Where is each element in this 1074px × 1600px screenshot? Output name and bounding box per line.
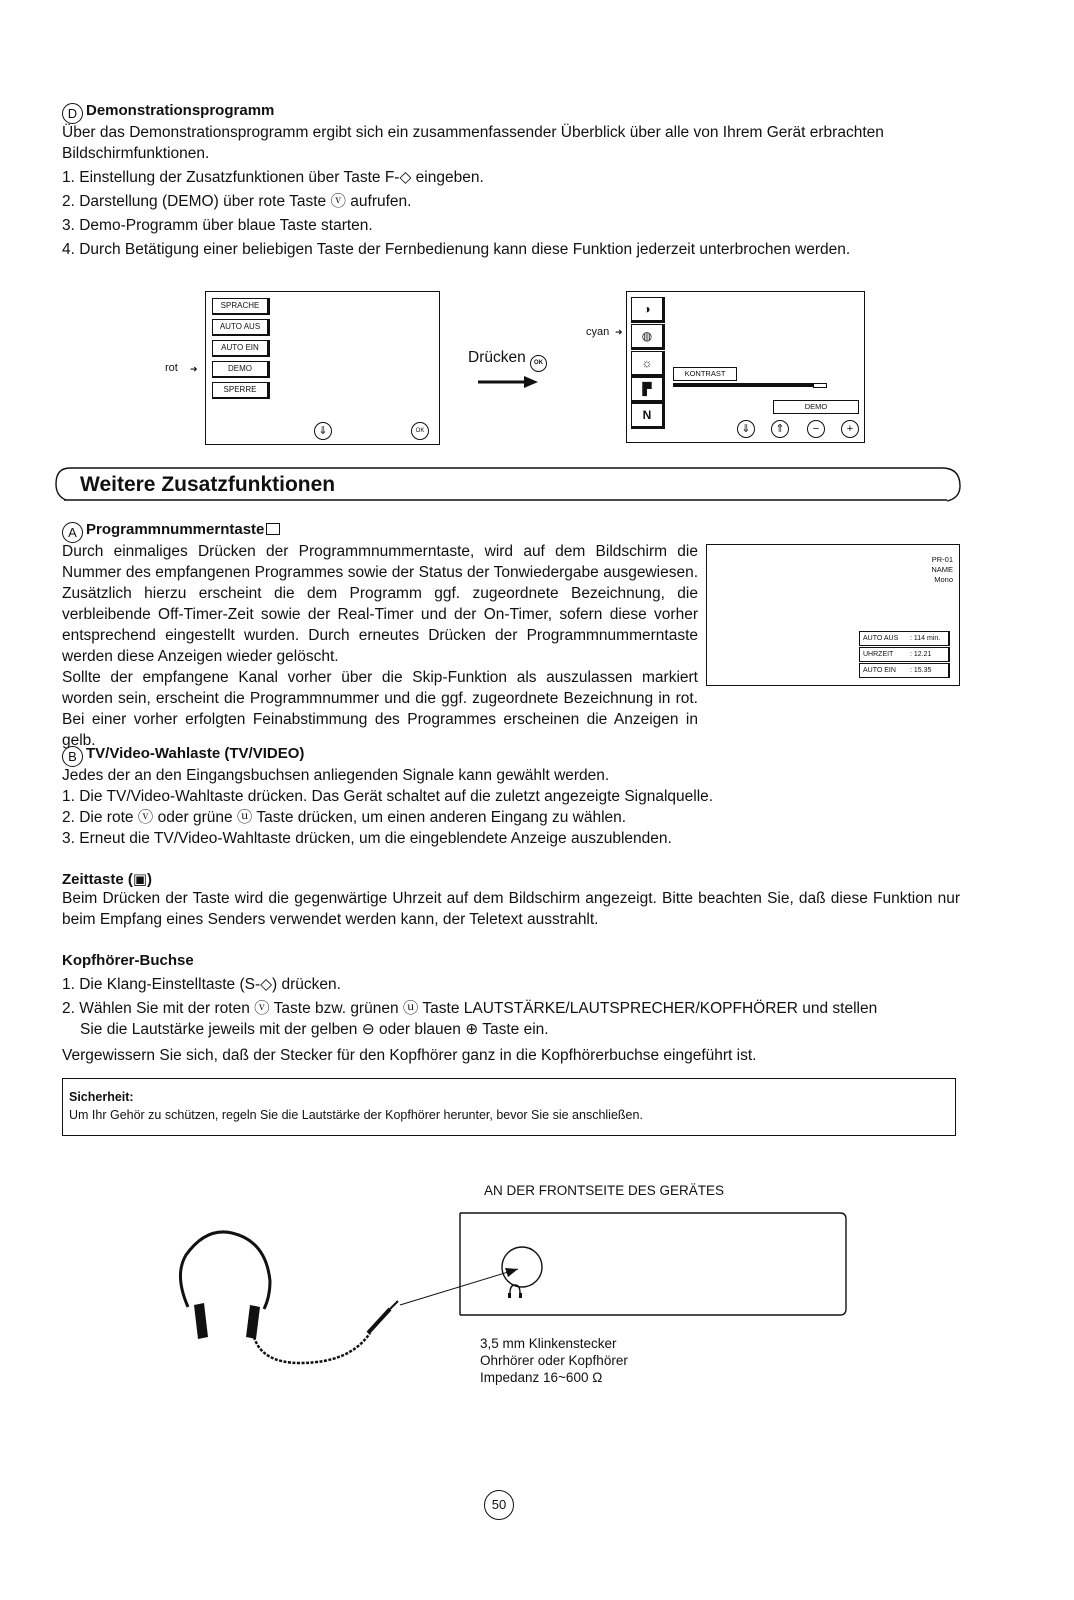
color-icon: ◍	[631, 324, 665, 350]
section-b-intro: Jedes der an den Eingangsbuchsen anliegenden Signale kann gewählt werden.	[62, 767, 610, 784]
marker-a: A	[62, 522, 83, 543]
pr-number: PR-01	[931, 555, 953, 564]
row-value: : 15.35	[910, 667, 932, 674]
kopf-text	[62, 974, 967, 1066]
page-number: 50	[484, 1490, 514, 1520]
timer-row-auto-ein	[859, 663, 950, 678]
section-b-text	[62, 765, 962, 849]
section-b-step-2: 2. Die rote ⓥ oder grüne ⓤ Taste drücken, um einen anderen Eingang zu wählen.	[62, 809, 627, 826]
program-key-icon	[266, 523, 280, 535]
section-a-para-1: Durch einmaliges Drücken der Programmnummerntaste, wird auf dem Bildschirm die Nummer des empfangenen Programmes sowie der Status der Tonwiedergabe ausgewiesen. Zusätzlich hierzu erscheint die dem Programm ggf. zugeordnete Bezeichnung, die verbleibende Off-Timer-Zeit sowie der Real-Timer und der On-Timer, sofern diese vorher entsprechend eingestellt wurden. Durch erneutes Drücken der Programmnummerntaste werden diese Anzeigen wieder gelöscht.	[62, 543, 698, 665]
section-b-step-1: 1. Die TV/Video-Wahltaste drücken. Das Gerät schaltet auf die zuletzt angezeigte Signalquelle.	[62, 788, 714, 805]
menu-auto-ein: AUTO EIN	[212, 340, 270, 357]
section-a-title: Programmnummerntaste	[86, 521, 265, 538]
kopf-step-2b: Sie die Lautstärke jeweils mit der gelben ⊖ oder blauen ⊕ Taste ein.	[80, 1021, 549, 1038]
timer-rows	[855, 631, 951, 675]
rot-label: rot	[165, 362, 178, 374]
menu-demo: DEMO	[212, 361, 270, 378]
safety-text: Um Ihr Gehör zu schützen, regeln Sie die Lautstärke der Kopfhörer herunter, bevor Sie sie anschließen.	[69, 1108, 643, 1122]
section-b-heading	[62, 745, 304, 767]
demo-label: DEMO	[773, 400, 859, 414]
demo-screen	[626, 291, 865, 443]
timer-row-uhrzeit	[859, 647, 950, 662]
spec-plug: 3,5 mm Klinkenstecker	[480, 1336, 617, 1351]
program-name: NAME	[931, 565, 953, 574]
kopf-note: Vergewissern Sie sich, daß der Stecker für den Kopfhörer ganz in die Kopfhörerbuchse eingeführt ist.	[62, 1047, 757, 1064]
minus-icon: −	[807, 420, 825, 438]
brightness-icon: ☼	[631, 351, 665, 377]
timer-row-auto-aus	[859, 631, 950, 646]
spec-type: Ohrhörer oder Kopfhörer	[480, 1353, 628, 1368]
step-1: 1. Einstellung der Zusatzfunktionen über Taste F-◇ eingeben.	[62, 169, 484, 186]
kontrast-bar-end	[813, 383, 827, 388]
kontrast-bar	[673, 383, 813, 387]
marker-d: D	[62, 103, 83, 124]
up-icon: ⇑	[771, 420, 789, 438]
program-info	[931, 555, 953, 585]
kopf-title: Kopfhörer-Buchse	[62, 952, 194, 969]
front-label: AN DER FRONTSEITE DES GERÄTES	[484, 1183, 725, 1198]
plus-icon: +	[841, 420, 859, 438]
section-d-steps	[62, 167, 962, 260]
down-icon: ⇓	[737, 420, 755, 438]
menu-sprache: SPRACHE	[212, 298, 270, 315]
menu-sperre: SPERRE	[212, 382, 270, 399]
menu-auto-aus: AUTO AUS	[212, 319, 270, 336]
zeit-title: Zeittaste (▣)	[62, 871, 153, 888]
step-2: 2. Darstellung (DEMO) über rote Taste ⓥ aufrufen.	[62, 193, 412, 210]
row-label: UHRZEIT	[863, 651, 894, 658]
press-label	[468, 347, 547, 372]
arrow-icon: ➜	[190, 364, 198, 374]
arrow-icon-2: ➜	[615, 327, 623, 337]
section-d-heading	[62, 102, 274, 124]
press-text: Drücken	[468, 349, 526, 366]
section-a-heading	[62, 521, 280, 543]
safety-box	[62, 1078, 956, 1136]
step-4: 4. Durch Betätigung einer beliebigen Taste der Fernbedienung kann diese Funktion jederzeit unterbrochen werden.	[62, 241, 851, 258]
marker-b: B	[62, 746, 83, 767]
down-button-icon: ⇓	[314, 422, 332, 440]
sound-status: Mono	[934, 575, 953, 584]
program-screen	[706, 544, 960, 686]
row-label: AUTO EIN	[863, 667, 896, 674]
row-value: : 12.21	[910, 651, 932, 658]
section-b-step-3: 3. Erneut die TV/Video-Wahltaste drücken, um die eingeblendete Anzeige auszublenden.	[62, 830, 672, 847]
zeit-text: Beim Drücken der Taste wird die gegenwärtige Uhrzeit auf dem Bildschirm angezeigt. Bitte beachten Sie, daß diese Funktion nur beim Empfang eines Senders verwendet werden kann, der Teletext ausstrahlt.	[62, 890, 960, 928]
row-value: : 114 min.	[910, 635, 941, 642]
section-a-para-2: Sollte der empfangene Kanal vorher über die Skip-Funktion als auszulassen markiert worden sein, erscheint die Programmnummer und die ggf. zugeordnete Bezeichnung in rot. Bei einer vorher erfolgten Feinabstimmung des Programmes erscheinen die Anzeigen in gelb.	[62, 669, 698, 749]
ok-icon: OK	[530, 355, 547, 372]
ok-button-icon: OK	[411, 422, 429, 440]
section-d-title: Demonstrationsprogramm	[86, 102, 275, 119]
safety-title: Sicherheit:	[69, 1090, 134, 1104]
section-b-title: TV/Video-Wahlaste (TV/VIDEO)	[86, 745, 305, 762]
step-3: 3. Demo-Programm über blaue Taste starten.	[62, 217, 373, 234]
kopf-step-2a: 2. Wählen Sie mit der roten ⓥ Taste bzw. grünen ⓤ Taste LAUTSTÄRKE/LAUTSPRECHER/KOPFHÖRER und stellen	[62, 1000, 878, 1017]
sharpness-icon: ▛	[631, 377, 665, 403]
contrast-icon: ◑	[631, 297, 665, 323]
section-header-title: Weitere Zusatzfunktionen	[80, 473, 336, 496]
cyan-label: cyan	[586, 326, 610, 338]
kontrast-label: KONTRAST	[673, 367, 737, 381]
row-label: AUTO AUS	[863, 635, 899, 642]
right-arrow-icon	[478, 375, 538, 389]
kopf-step-1: 1. Die Klang-Einstelltaste (S-◇) drücken.	[62, 976, 341, 993]
section-d-intro: Über das Demonstrationsprogramm ergibt sich ein zusammenfassender Überblick über alle von Ihrem Gerät erbrachten Bildschirmfunktionen.	[62, 124, 884, 162]
spec-impedance: Impedanz 16~600 Ω	[480, 1370, 603, 1385]
menu-screen	[205, 291, 440, 445]
n-icon: N	[631, 403, 665, 429]
front-specs	[480, 1335, 628, 1386]
